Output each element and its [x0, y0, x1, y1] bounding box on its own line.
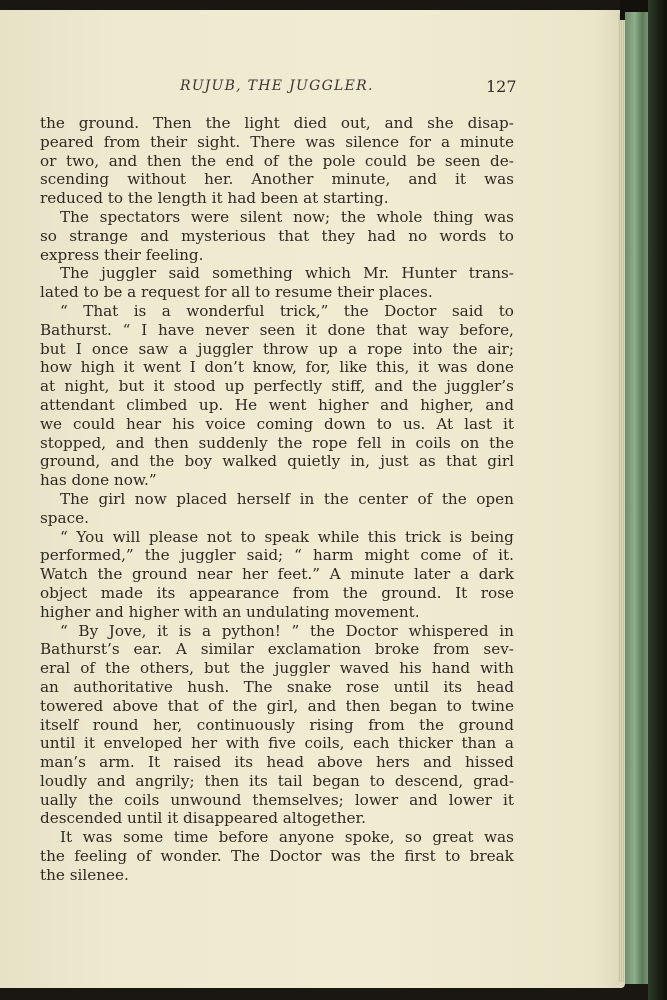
text-line: ground, and the boy walked quietly in, just as that girl: [40, 452, 514, 471]
text-line: stopped, and then suddenly the rope fell in coils on the: [40, 433, 514, 452]
text-line: itself round her, continuously rising from the ground: [40, 715, 514, 734]
text-line: performed,” the juggler said; “ harm might come of it.: [40, 546, 514, 565]
text-line: at night, but it stood up perfectly stiff, and the juggler’s: [40, 377, 514, 396]
text-line: loudly and angrily; then its tail began to descend, grad-: [40, 771, 514, 790]
text-line: object made its appearance from the ground. It rose: [40, 583, 514, 602]
text-line: express their feeling.: [40, 245, 204, 264]
text-line: we could hear his voice coming down to us. At last it: [40, 414, 514, 433]
text-line: eral of the others, but the juggler waved his hand with: [40, 659, 514, 678]
text-line: higher and higher with an undulating movement.: [40, 602, 420, 621]
text-line: how high it went I don’t know, for, like this, it was done: [40, 358, 514, 377]
text-line: Bathurst’s ear. A similar exclamation broke from sev-: [40, 640, 514, 659]
text-line: has done now.”: [40, 471, 157, 490]
text-line: man’s arm. It raised its head above hers and hissed: [40, 753, 514, 772]
text-line: the silenee.: [40, 865, 129, 884]
text-line: descended until it disappeared altogether.: [40, 809, 366, 828]
text-line: scending without her. Another minute, and it was: [40, 170, 514, 189]
text-line: towered above that of the girl, and then began to twine: [40, 696, 514, 715]
text-line: reduced to the length it had been at starting.: [40, 189, 389, 208]
text-line: “ You will please not to speak while this trick is being: [60, 527, 514, 546]
text-line: peared from their sight. There was silence for a minute: [40, 132, 514, 151]
running-title: RUJUB, THE JUGGLER.: [180, 78, 374, 94]
text-line: space.: [40, 508, 89, 527]
text-line: It was some time before anyone spoke, so great was: [60, 828, 514, 847]
text-line: so strange and mysterious that they had no words to: [40, 226, 514, 245]
text-line: The spectators were silent now; the whole thing was: [60, 207, 514, 226]
text-line: “ That is a wonderful trick,” the Doctor said to: [60, 301, 514, 320]
text-line: Watch the ground near her feet.” A minute later a dark: [40, 565, 514, 584]
text-line: “ By Jove, it is a python! ” the Doctor whispered in: [60, 621, 514, 640]
text-line: an authoritative hush. The snake rose until its head: [40, 677, 514, 696]
text-line: The juggler said something which Mr. Hunter trans-: [60, 264, 514, 283]
page-number: 127: [486, 77, 517, 96]
text-line: Bathurst. “ I have never seen it done that way before,: [40, 320, 514, 339]
text-line: The girl now placed herself in the center of the open: [60, 489, 514, 508]
text-line: ually the coils unwound themselves; lower and lower it: [40, 790, 514, 809]
text-line: lated to be a request for all to resume their places.: [40, 283, 433, 302]
body-text: [40, 114, 514, 885]
running-head: [0, 78, 600, 100]
text-line: attendant climbed up. He went higher and higher, and: [40, 395, 514, 414]
text-line: until it enveloped her with five coils, each thicker than a: [40, 734, 514, 753]
text-line: the feeling of wonder. The Doctor was the first to break: [40, 847, 514, 866]
text-line: the ground. Then the light died out, and she disap-: [40, 114, 514, 132]
book-cover-shadow: [648, 0, 667, 1000]
text-line: or two, and then the end of the pole could be seen de-: [40, 151, 514, 170]
text-line: but I once saw a juggler throw up a rope into the air;: [40, 339, 514, 358]
